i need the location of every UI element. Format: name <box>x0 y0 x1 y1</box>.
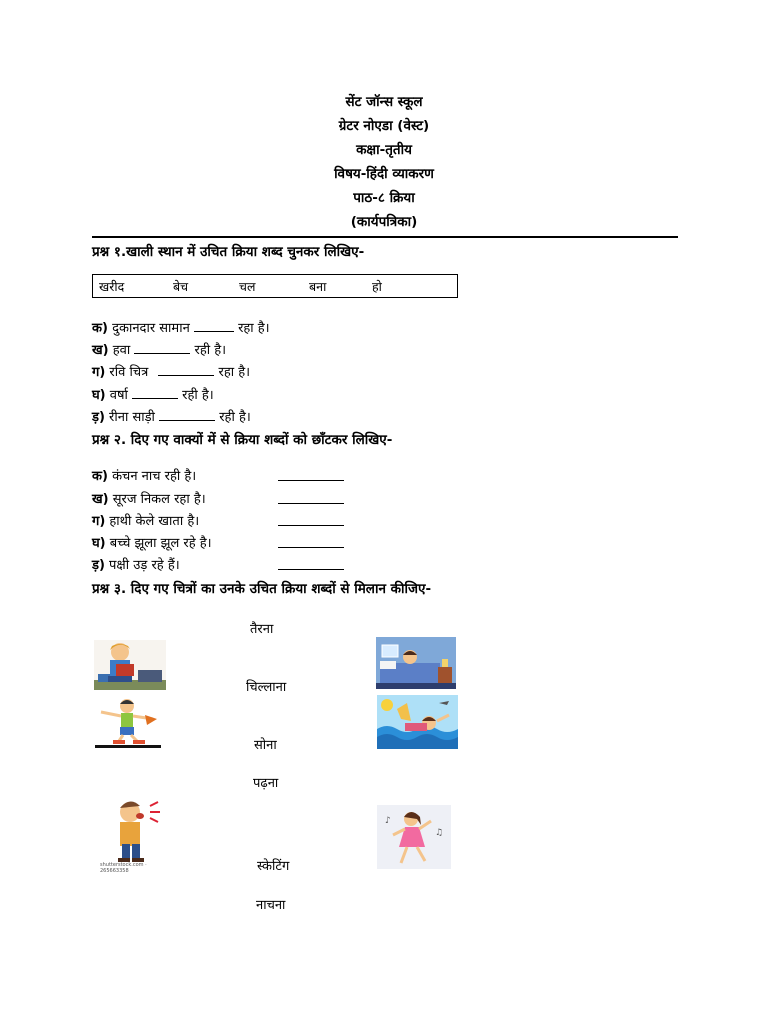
q1-item-text-after: रही है। <box>219 410 251 425</box>
q2-blank[interactable] <box>278 513 344 526</box>
q2-blank[interactable] <box>278 557 344 570</box>
q1-blank[interactable] <box>159 408 215 421</box>
image-caption: shutterstock.com · 265663358 <box>100 862 147 872</box>
q1-item-text-before: दुकानदार सामान <box>112 321 190 336</box>
q1-blank[interactable] <box>132 386 178 399</box>
q3-word: स्केटिंग <box>257 859 290 874</box>
q1-item-mark: क) <box>92 321 108 336</box>
svg-text:♫: ♫ <box>435 828 444 838</box>
q1-item-text-before: रीना साड़ी <box>109 410 155 425</box>
lesson-label: पाठ-८ क्रिया <box>353 190 415 206</box>
q1-item <box>92 362 250 380</box>
q3-word: पढ़ना <box>253 776 279 791</box>
class-label: कक्षा-तृतीय <box>356 142 412 158</box>
q2-blank[interactable] <box>278 468 344 481</box>
q2-blank[interactable] <box>278 491 344 504</box>
q2-item-text: हाथी केले खाता है। <box>109 514 200 529</box>
q2-item-mark: ड़) <box>92 558 105 573</box>
q2-item <box>92 489 206 507</box>
school-name: सेंट जॉन्स स्कूल <box>345 94 423 110</box>
skating-boy-picture <box>95 697 161 749</box>
q1-word: चल <box>239 279 256 294</box>
q1-item-text-after: रहा है। <box>238 321 270 336</box>
q1-item-text-before: हवा <box>112 343 131 358</box>
q2-item <box>92 555 180 573</box>
q3-title: प्रश्न ३. दिए गए चित्रों का उनके उचित क्रिया शब्दों से मिलान कीजिए- <box>92 581 432 597</box>
q1-word-box <box>92 274 458 298</box>
q2-blank[interactable] <box>278 535 344 548</box>
worksheet-label: (कार्यपत्रिका) <box>350 214 418 230</box>
q1-item-mark: घ) <box>92 388 106 403</box>
q1-item-text-before: वर्षा <box>109 388 128 403</box>
q1-blank[interactable] <box>158 363 214 376</box>
q2-title: प्रश्न २. दिए गए वाक्यों में से क्रिया शब्दों को छाँटकर लिखिए- <box>92 432 393 448</box>
q2-item-mark: घ) <box>92 536 106 551</box>
q2-item <box>92 511 199 529</box>
q3-word: तैरना <box>250 622 274 637</box>
q1-item-text-before: रवि चित्र <box>109 365 149 380</box>
q2-item-text: सूरज निकल रहा है। <box>112 492 206 507</box>
q1-word: बना <box>309 279 327 294</box>
q1-item-mark: ग) <box>92 365 106 380</box>
q2-item-text: पक्षी उड़ रहे हैं। <box>109 558 180 573</box>
q2-item-mark: क) <box>92 469 108 484</box>
q1-item-mark: ड़) <box>92 410 105 425</box>
swimming-girl-picture <box>377 695 458 749</box>
q1-item <box>92 318 270 336</box>
q2-item-mark: ख) <box>92 492 109 507</box>
header-divider <box>92 236 678 238</box>
dancing-girl-picture <box>377 805 451 869</box>
q1-word: खरीद <box>99 279 125 294</box>
q1-word: बेच <box>173 279 189 294</box>
q1-item-text-after: रही है। <box>194 343 227 358</box>
school-location: ग्रेटर नोएडा (वेस्ट) <box>338 118 430 134</box>
q2-item-text: बच्चे झूला झूल रहे है। <box>109 536 212 551</box>
q1-blank[interactable] <box>194 319 234 332</box>
q1-item <box>92 385 214 403</box>
subject-label: विषय-हिंदी व्याकरण <box>334 166 434 182</box>
q1-blank[interactable] <box>134 341 190 354</box>
q1-item-text-after: रही है। <box>182 388 214 403</box>
q2-item <box>92 533 212 551</box>
q1-item-text-after: रहा है। <box>218 365 251 380</box>
shouting-man-picture <box>100 798 170 872</box>
q2-item <box>92 466 196 484</box>
q1-word: हो <box>372 279 382 294</box>
sleeping-boy-picture <box>376 637 456 689</box>
q2-item-text: कंचन नाच रही है। <box>112 469 197 484</box>
q3-word: सोना <box>254 738 277 753</box>
q1-item <box>92 407 251 425</box>
q1-title: प्रश्न १.खाली स्थान में उचित क्रिया शब्द चुनकर लिखिए- <box>92 244 365 260</box>
q1-item <box>92 340 226 358</box>
q3-word: नाचना <box>256 898 286 913</box>
svg-text:♪: ♪ <box>385 816 391 826</box>
q2-item-mark: ग) <box>92 514 106 529</box>
q1-item-mark: ख) <box>92 343 109 358</box>
q3-word: चिल्लाना <box>246 680 287 695</box>
reading-boy-picture <box>94 640 166 690</box>
